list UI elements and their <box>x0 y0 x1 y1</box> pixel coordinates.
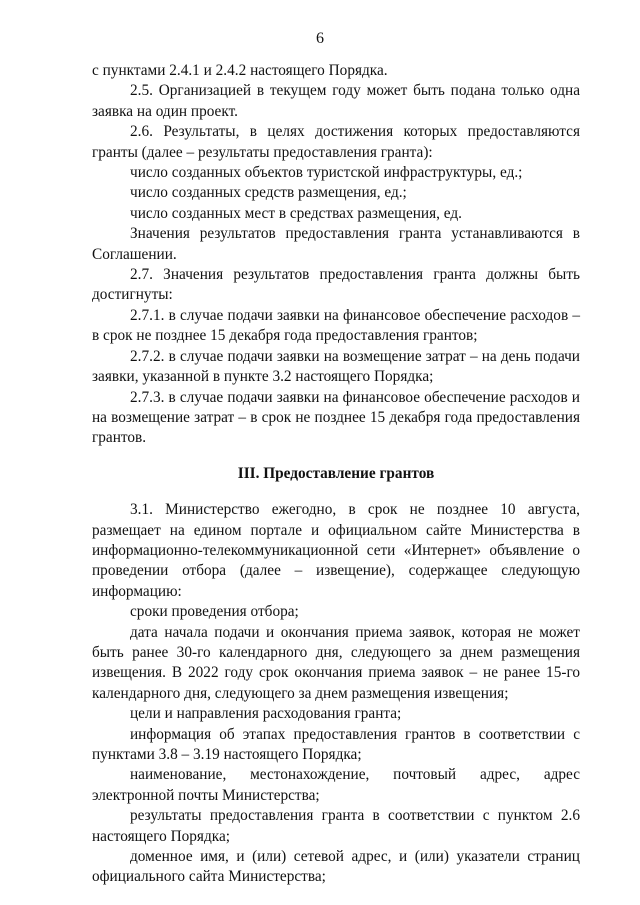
list-item-ministry-contacts: наименование, местонахождение, почтовый адрес, адрес электронной почты Министерства; <box>92 766 580 804</box>
paragraph-3-1: 3.1. Министерство ежегодно, в срок не позднее 10 августа, размещает на едином портале и официальном сайте Министерства в информационно-телекоммуникационной сети «Интернет» объявление о проведении отбора (далее – извещение), содержащее следующую информацию: <box>92 501 580 600</box>
list-item-application-dates: дата начала подачи и окончания приема заявок, которая не может быть ранее 30-го календарного дня, следующего за днем размещения извещения. В 2022 году срок окончания приема заявок – не ранее 15-го календарного дня, следующего за днем размещения извещения; <box>92 623 580 702</box>
paragraph-continuation: с пунктами 2.4.1 и 2.4.2 настоящего Порядка. <box>92 62 388 79</box>
list-item-grant-purposes: цели и направления расходования гранта; <box>130 705 402 723</box>
page-number: 6 <box>316 30 324 47</box>
paragraph-2-7-2: 2.7.2. в случае подачи заявки на возмещение затрат – на день подачи заявки, указанной в пункте 3.2 настоящего Порядка; <box>92 347 580 386</box>
list-item-grant-results: результаты предоставления гранта в соответствии с пунктом 2.6 настоящего Порядка; <box>92 807 580 845</box>
list-item-accommodation-places: число созданных мест в средствах размещения, ед. <box>130 204 462 222</box>
paragraph-result-values: Значения результатов предоставления гранта устанавливаются в Соглашении. <box>92 225 580 263</box>
list-item-domain-name: доменное имя, и (или) сетевой адрес, и (или) указатели страниц официального сайта Министерства; <box>92 848 580 886</box>
paragraph-2-6: 2.6. Результаты, в целях достижения которых предоставляются гранты (далее – результаты предоставления гранта): <box>92 123 580 161</box>
list-item-tourist-objects: число созданных объектов туристской инфраструктуры, ед.; <box>130 164 523 182</box>
paragraph-2-7-1: 2.7.1. в случае подачи заявки на финансовое обеспечение расходов – в срок не позднее 15 декабря года предоставления грантов; <box>92 306 580 345</box>
list-item-grant-stages: информация об этапах предоставления грантов в соответствии с пунктами 3.8 – 3.19 настоящего Порядка; <box>92 725 580 763</box>
list-item-accommodation-facilities: число созданных средств размещения, ед.; <box>130 184 407 202</box>
paragraph-2-5: 2.5. Организацией в текущем году может быть подана только одна заявка на один проект. <box>92 82 580 120</box>
paragraph-2-7: 2.7. Значения результатов предоставления гранта должны быть достигнуты: <box>92 266 580 304</box>
section-heading: III. Предоставление грантов <box>237 464 435 482</box>
list-item-selection-terms: сроки проведения отбора; <box>130 603 299 621</box>
document-body <box>92 61 580 888</box>
paragraph-2-7-3: 2.7.3. в случае подачи заявки на финансовое обеспечение расходов и на возмещение затрат – в срок не позднее 15 декабря года предоставления грантов. <box>92 388 580 447</box>
